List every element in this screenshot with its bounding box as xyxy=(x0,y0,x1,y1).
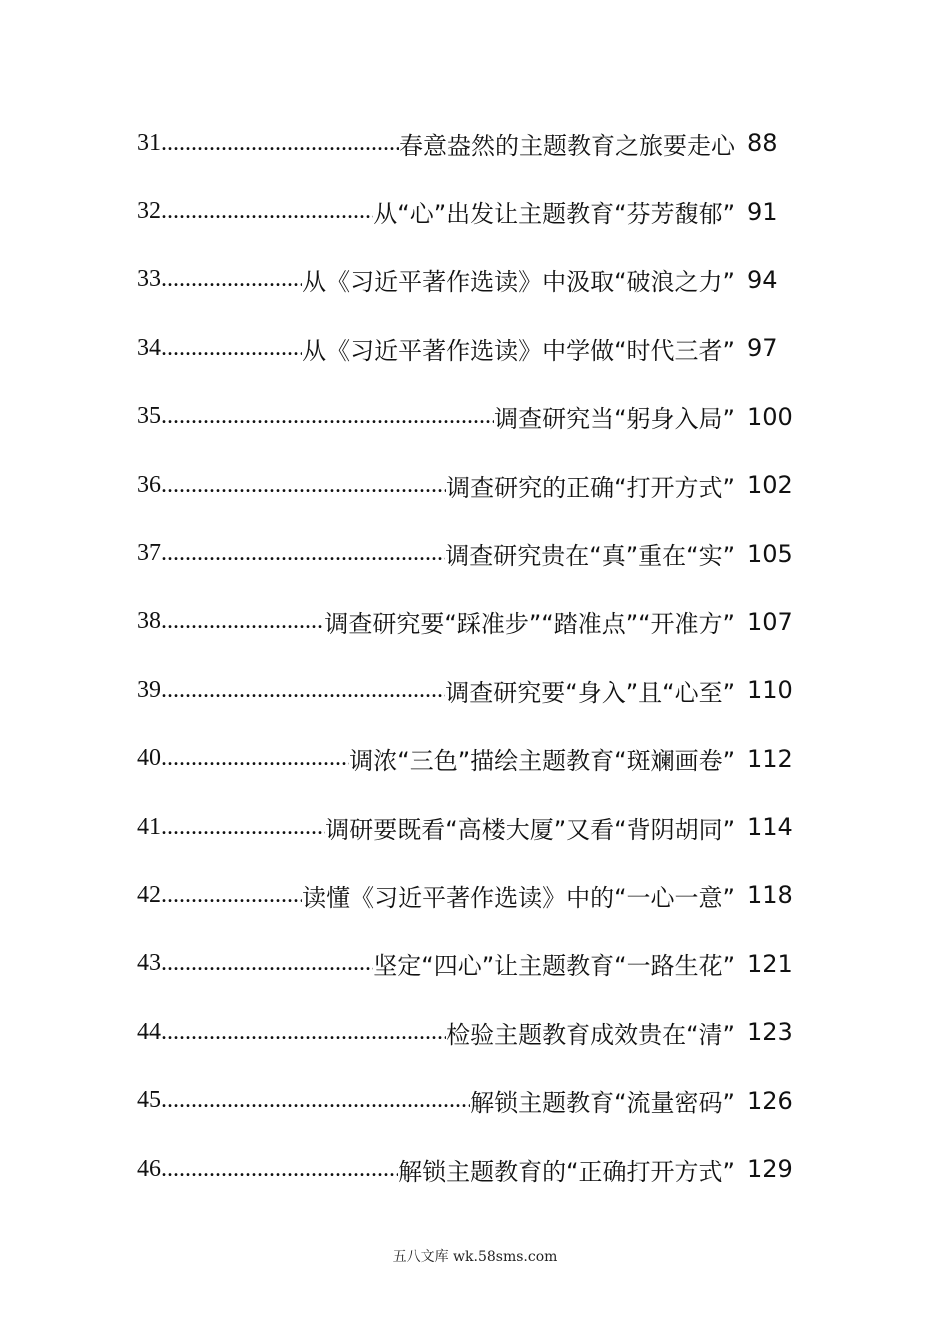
toc-entry-page: 123 xyxy=(747,1018,793,1047)
toc-dot-leader xyxy=(161,1019,446,1046)
toc-entry-page: 88 xyxy=(747,129,778,158)
toc-entry-page: 102 xyxy=(747,471,793,500)
toc-entry-page: 107 xyxy=(747,607,793,636)
toc-dot-leader xyxy=(161,677,445,704)
toc-dot-leader xyxy=(161,198,373,225)
toc-entry-page: 112 xyxy=(747,744,793,773)
toc-entry-title: 从“心”出发让主题教育“芬芳馥郁” xyxy=(373,200,735,229)
toc-entry[interactable] xyxy=(137,109,807,177)
toc-entry-title: 从《习近平著作选读》中汲取“破浪之力” xyxy=(302,268,735,297)
toc-entry-page: 114 xyxy=(747,813,793,842)
toc-entry-title: 检验主题教育成效贵在“清” xyxy=(446,1020,735,1049)
toc-entry-number: 33 xyxy=(137,266,161,293)
toc-entry-number: 36 xyxy=(137,471,161,498)
toc-entry-number: 31 xyxy=(137,129,161,156)
toc-entry-title: 从《习近平著作选读》中学做“时代三者” xyxy=(302,336,735,365)
toc-entry-number: 38 xyxy=(137,608,161,635)
toc-entry-title: 春意盎然的主题教育之旅要走心 xyxy=(399,131,735,160)
toc-entry-title: 解锁主题教育的“正确打开方式” xyxy=(398,1157,735,1186)
toc-entry-number: 32 xyxy=(137,198,161,225)
toc-entry-title: 坚定“四心”让主题教育“一路生花” xyxy=(373,952,735,981)
toc-entry-page: 129 xyxy=(747,1155,793,1184)
toc-entry-title: 调查研究贵在“真”重在“实” xyxy=(445,542,735,571)
toc-entry-title: 调查研究的正确“打开方式” xyxy=(446,473,735,502)
toc-entry[interactable] xyxy=(137,1135,807,1203)
toc-entry-page: 100 xyxy=(747,402,793,431)
toc-dot-leader xyxy=(161,745,349,772)
toc-entry[interactable] xyxy=(137,519,807,587)
toc-entry-title: 调研要既看“高楼大厦”又看“背阴胡同” xyxy=(325,815,735,844)
toc-dot-leader xyxy=(161,540,445,567)
toc-entry-number: 44 xyxy=(137,1018,161,1045)
toc-entry-page: 94 xyxy=(747,265,778,294)
toc-entry-title: 调浓“三色”描绘主题教育“斑斓画卷” xyxy=(349,747,735,776)
toc-entry[interactable] xyxy=(137,383,807,451)
toc-dot-leader xyxy=(161,882,302,909)
toc-entry-title: 调查研究要“身入”且“心至” xyxy=(445,678,735,707)
toc-entry-page: 121 xyxy=(747,949,793,978)
toc-entry-number: 45 xyxy=(137,1087,161,1114)
toc-entry[interactable] xyxy=(137,451,807,519)
toc-entry-page: 91 xyxy=(747,197,778,226)
toc-entry[interactable] xyxy=(137,998,807,1066)
toc-entry-title: 调查研究当“躬身入局” xyxy=(494,405,735,434)
toc-entry-page: 118 xyxy=(747,881,793,910)
toc-entry-page: 97 xyxy=(747,334,778,363)
toc-entry[interactable] xyxy=(137,861,807,929)
toc-entry-page: 126 xyxy=(747,1086,793,1115)
toc-dot-leader xyxy=(161,1156,398,1183)
toc-entry-number: 35 xyxy=(137,403,161,430)
toc-entry[interactable] xyxy=(137,246,807,314)
toc-dot-leader xyxy=(161,472,446,499)
toc-entry[interactable] xyxy=(137,930,807,998)
toc-entry-page: 105 xyxy=(747,539,793,568)
toc-dot-leader xyxy=(161,130,399,157)
toc-entry[interactable] xyxy=(137,1066,807,1134)
toc-entry[interactable] xyxy=(137,656,807,724)
toc-dot-leader xyxy=(161,335,302,362)
toc-entry-number: 40 xyxy=(137,745,161,772)
toc-entry-number: 34 xyxy=(137,334,161,361)
toc-entry[interactable] xyxy=(137,725,807,793)
toc-dot-leader xyxy=(161,814,325,841)
toc-entry-number: 43 xyxy=(137,950,161,977)
toc-entry-title: 解锁主题教育“流量密码” xyxy=(470,1089,735,1118)
toc-entry-title: 调查研究要“踩准步”“踏准点”“开准方” xyxy=(324,610,735,639)
toc-dot-leader xyxy=(161,608,324,635)
toc-entry[interactable] xyxy=(137,588,807,656)
table-of-contents xyxy=(137,109,807,1203)
toc-dot-leader xyxy=(161,1087,470,1114)
toc-dot-leader xyxy=(161,266,302,293)
toc-dot-leader xyxy=(161,403,494,430)
toc-entry-number: 39 xyxy=(137,676,161,703)
toc-entry-number: 42 xyxy=(137,881,161,908)
toc-entry-page: 110 xyxy=(747,676,793,705)
toc-entry-number: 41 xyxy=(137,813,161,840)
toc-entry-number: 37 xyxy=(137,540,161,567)
toc-entry-number: 46 xyxy=(137,1155,161,1182)
toc-entry-title: 读懂《习近平著作选读》中的“一心一意” xyxy=(302,883,735,912)
toc-entry[interactable] xyxy=(137,177,807,245)
page-footer: 五八文库 wk.58sms.com xyxy=(392,1249,558,1265)
toc-dot-leader xyxy=(161,950,373,977)
toc-entry[interactable] xyxy=(137,793,807,861)
toc-entry[interactable] xyxy=(137,314,807,382)
